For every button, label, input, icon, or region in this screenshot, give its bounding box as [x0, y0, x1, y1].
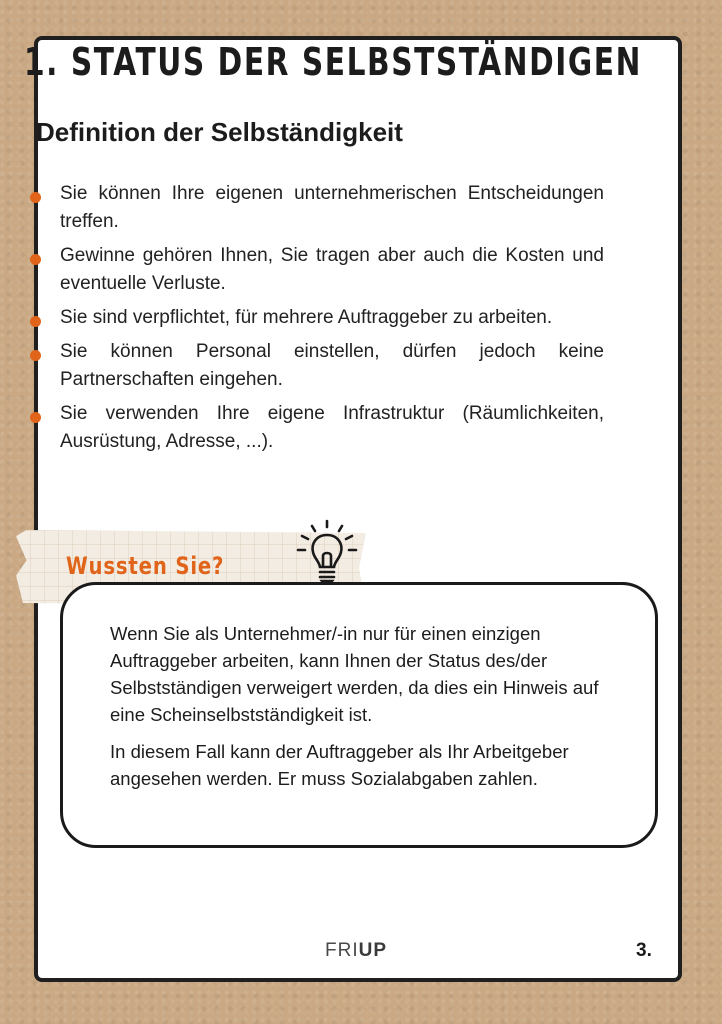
list-item [28, 338, 604, 394]
list-item [28, 180, 604, 236]
list-item-text: Gewinne gehören Ihnen, Sie tragen aber auch die Kosten und eventuelle Verluste. [60, 245, 604, 294]
list-item-text: Sie verwenden Ihre eigene Infrastruktur (Räumlichkeiten, Ausrüstung, Adresse, ...). [60, 403, 604, 452]
list-item-text: Sie können Personal einstellen, dürfen jedoch keine Partnerschaften eingehen. [60, 341, 604, 390]
definition-list [28, 180, 604, 462]
bullet-dot-icon [30, 350, 41, 361]
list-item-text: Sie sind verpflichtet, für mehrere Auftraggeber zu arbeiten. [60, 307, 553, 328]
page-number: 3. [636, 940, 652, 961]
list-item [28, 400, 604, 456]
brand-bold: UP [358, 940, 388, 961]
callout-paragraph: Wenn Sie als Unternehmer/-in nur für einen einzigen Auftraggeber arbeiten, kann Ihnen der Status des/der Selbstständigen verweigert werden, da dies ein Hinweis auf eine Scheinselbstständigkeit ist. [110, 623, 599, 725]
bullet-dot-icon [30, 412, 41, 423]
list-item [28, 242, 604, 298]
page-title: 1. STATUS DER SELBSTSTÄNDIGEN [24, 40, 642, 84]
section-subtitle: Definition der Selbständigkeit [36, 117, 403, 147]
bullet-dot-icon [30, 254, 41, 265]
callout-paragraph: In diesem Fall kann der Auftraggeber als Ihr Arbeitgeber angesehen werden. Er muss Sozialabgaben zahlen. [110, 741, 569, 789]
brand-logo [325, 940, 387, 962]
bullet-dot-icon [30, 192, 41, 203]
bullet-dot-icon [30, 316, 41, 327]
brand-light: FRI [325, 940, 359, 961]
callout-label: Wussten Sie? [66, 552, 225, 580]
callout-text [110, 620, 630, 802]
list-item [28, 304, 604, 332]
list-item-text: Sie können Ihre eigenen unternehmerischen Entscheidungen treffen. [60, 183, 604, 232]
